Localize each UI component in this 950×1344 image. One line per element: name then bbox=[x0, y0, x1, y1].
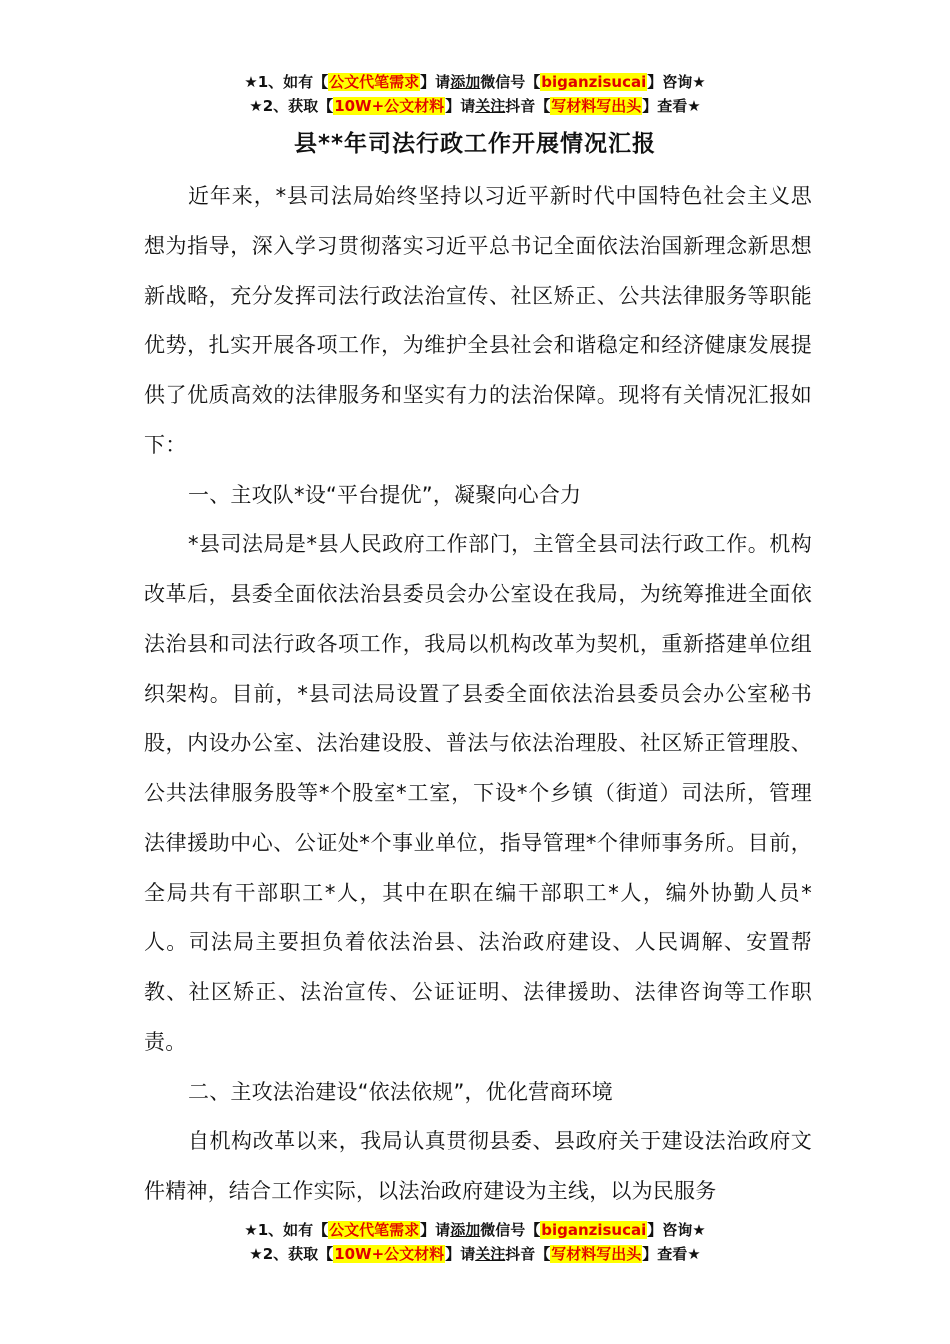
promo-highlight: 公文代笔需求 bbox=[329, 73, 420, 91]
promo-text: 抖音【 bbox=[505, 1245, 551, 1263]
promo-highlight: 10W+公文材料 bbox=[334, 1245, 445, 1263]
promo-text: 】请 bbox=[445, 1245, 476, 1263]
promo-text: 】请 bbox=[445, 97, 476, 115]
body-paragraph: 自机构改革以来，我局认真贯彻县委、县政府关于建设法治政府文件精神，结合工作实际，以法治政府建设为主线，以为民服务 bbox=[144, 1129, 812, 1203]
promo-highlight: biganzisucai bbox=[541, 73, 647, 91]
promo-text: ★1、如有【 bbox=[244, 73, 329, 91]
promo-underlined: 关注 bbox=[475, 1245, 506, 1263]
document-title: 县**年司法行政工作开展情况汇报 bbox=[293, 131, 657, 157]
promo-text: ★2、获取【 bbox=[249, 97, 334, 115]
promo-text: 】请 bbox=[420, 1221, 451, 1239]
promo-text: 微信号【 bbox=[480, 1221, 541, 1239]
promo-line-1 bbox=[0, 1218, 950, 1242]
promo-text: 】咨询★ bbox=[647, 73, 706, 91]
promo-banner-bottom bbox=[0, 1218, 950, 1266]
body-paragraph: 近年来，*县司法局始终坚持以习近平新时代中国特色社会主义思想为指导，深入学习贯彻落实习近平总书记全面依法治国新理念新思想新战略，充分发挥司法行政法治宣传、社区矫正、公共法律服务等职能优势，扎实开展各项工作，为维护全县社会和谐稳定和经济健康发展提供了优质高效的法律服务和坚实有力的法治保障。现将有关情况汇报如下： bbox=[144, 184, 812, 457]
section-heading: 一、主攻队*设“平台提优”，凝聚向心合力 bbox=[188, 482, 582, 507]
promo-line-2 bbox=[0, 94, 950, 118]
promo-line-1 bbox=[0, 70, 950, 94]
promo-underlined: 关注 bbox=[475, 97, 506, 115]
document-body bbox=[144, 172, 812, 1217]
promo-text: ★1、如有【 bbox=[244, 1221, 329, 1239]
promo-text: 微信号【 bbox=[480, 73, 541, 91]
promo-text: ★2、获取【 bbox=[249, 1245, 334, 1263]
promo-line-2 bbox=[0, 1242, 950, 1266]
promo-text: 抖音【 bbox=[505, 97, 551, 115]
promo-highlight: 公文代笔需求 bbox=[329, 1221, 420, 1239]
promo-highlight: 10W+公文材料 bbox=[334, 97, 445, 115]
promo-text: 】查看★ bbox=[642, 1245, 701, 1263]
section-heading: 二、主攻法治建设“依法依规”，优化营商环境 bbox=[188, 1079, 613, 1104]
promo-highlight: 写材料写出头 bbox=[551, 1245, 642, 1263]
promo-highlight: 写材料写出头 bbox=[551, 97, 642, 115]
promo-text: 】请 bbox=[420, 73, 451, 91]
promo-underlined: 添加 bbox=[450, 73, 481, 91]
promo-underlined: 添加 bbox=[450, 1221, 481, 1239]
body-paragraph: *县司法局是*县人民政府工作部门，主管全县司法行政工作。机构改革后，县委全面依法治县委员会办公室设在我局，为统筹推进全面依法治县和司法行政各项工作，我局以机构改革为契机，重新搭建单位组织架构。目前，*县司法局设置了县委全面依法治县委员会办公室秘书股，内设办公室、法治建设股、普法与依法治理股、社区矫正管理股、公共法律服务股等*个股室*工室，下设*个乡镇（街道）司法所，管理法律援助中心、公证处*个事业单位，指导管理*个律师事务所。目前，全局共有干部职工*人，其中在职在编干部职工*人，编外协勤人员*人。司法局主要担负着依法治县、法治政府建设、人民调解、安置帮教、社区矫正、法治宣传、公证证明、法律援助、法律咨询等工作职责。 bbox=[144, 532, 812, 1054]
promo-text: 】查看★ bbox=[642, 97, 701, 115]
promo-text: 】咨询★ bbox=[647, 1221, 706, 1239]
promo-highlight: biganzisucai bbox=[541, 1221, 647, 1239]
promo-banner-top bbox=[0, 70, 950, 118]
